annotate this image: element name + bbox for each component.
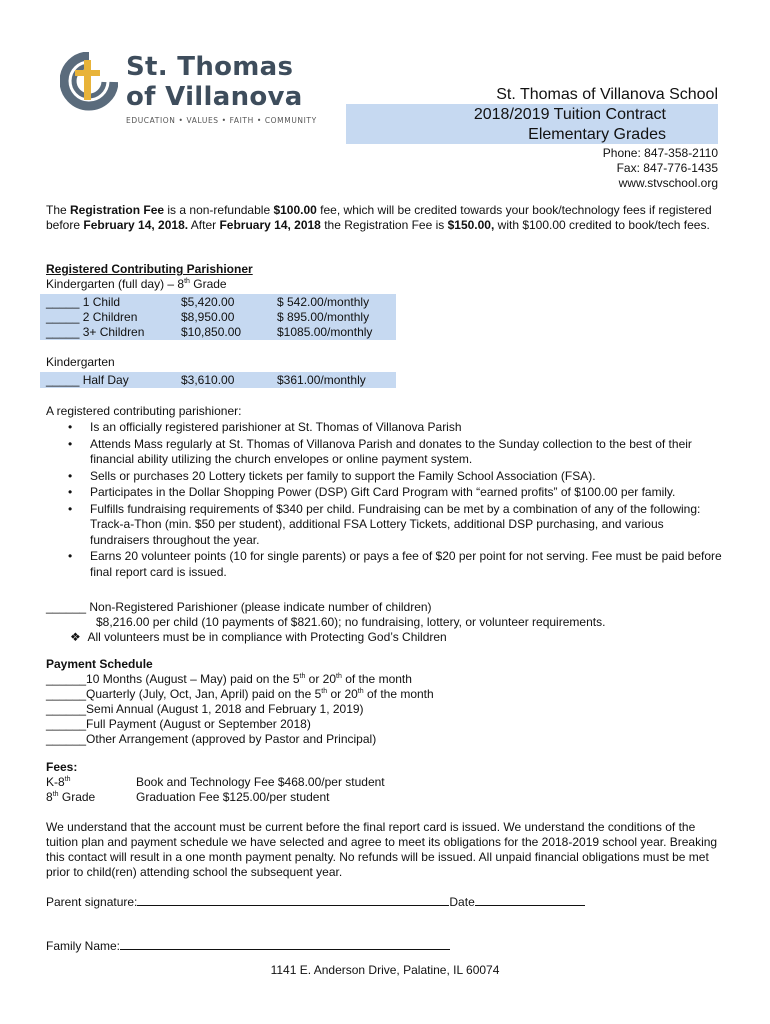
tuition-monthly: $361.00/monthly	[277, 373, 366, 387]
tuition-row-2[interactable]	[46, 310, 396, 325]
fee-k8: K-8th Book and Technology Fee $468.00/per student	[46, 775, 385, 789]
bullet-icon: •	[68, 436, 73, 451]
footer-address: 1141 E. Anderson Drive, Palatine, IL 60074	[270, 963, 500, 977]
bullet-icon: •	[68, 485, 73, 499]
bullet-icon: •	[68, 501, 73, 516]
requirement-item: • Earns 20 volunteer points (10 for single parents) or pays a fee of $20 per point for not serving. Fee must be paid before final report card is issued.	[68, 549, 722, 579]
tuition-annual: $8,950.00	[181, 310, 235, 324]
grades-title: Elementary Grades	[528, 126, 666, 143]
header-band	[346, 104, 718, 144]
cross-emblem-icon	[60, 52, 118, 112]
parent-signature-field[interactable]	[137, 894, 449, 906]
requirement-item: • Sells or purchases 20 Lottery tickets per family to support the Family School Association (FSA).	[68, 468, 596, 483]
family-name-field[interactable]	[120, 938, 450, 950]
website-text: www.stvschool.org	[618, 176, 718, 190]
bullet-icon: •	[68, 420, 73, 434]
tuition-row-3[interactable]	[46, 325, 396, 340]
tuition-label: _____ 1 Child	[46, 295, 121, 309]
fee-8th-grade: 8th Grade Graduation Fee $125.00/per student	[46, 790, 330, 804]
tuition-row-1[interactable]	[46, 295, 396, 310]
parishioner-subheading: Kindergarten (full day) – 8th Grade	[46, 277, 227, 291]
requirements-intro: A registered contributing parishioner:	[46, 404, 242, 418]
tuition-monthly: $1085.00/monthly	[277, 325, 373, 339]
logo-tagline: EDUCATION • VALUES • FAITH • COMMUNITY	[126, 116, 317, 125]
tuition-monthly: $ 895.00/monthly	[277, 310, 370, 324]
parishioner-heading: Registered Contributing Parishioner	[46, 262, 253, 276]
agreement-paragraph: We understand that the account must be current before the final report card is issued. We understand the conditions of the tuition plan and payment schedule we have selected and agree to meet its obligations for the 2018-2019 school year. Breaking this contact will result in a one month payment penalty. No refunds will be issued. All unpaid financial obligations must be met prior to child(ren) attending school the subsequent year.	[46, 820, 718, 879]
school-title: St. Thomas of Villanova School	[496, 86, 718, 103]
date-field[interactable]	[475, 894, 585, 906]
tuition-annual: $5,420.00	[181, 295, 235, 309]
logo-name-line1: St. Thomas	[126, 52, 294, 82]
non-registered-price: $8,216.00 per child (10 payments of $821.60); no fundraising, lottery, or volunteer requirements.	[96, 615, 606, 629]
family-name-row	[46, 938, 506, 953]
fees-heading: Fees:	[46, 760, 78, 774]
requirement-item: • Participates in the Dollar Shopping Power (DSP) Gift Card Program with “earned profits” of $100.00 per family.	[68, 485, 676, 499]
bullet-icon: •	[68, 549, 73, 563]
logo-name-line2: of Villanova	[126, 82, 303, 112]
registration-fee-paragraph: The Registration Fee is a non-refundable $100.00 fee, which will be credited towards your book/technology fees if registered before February 14, 2018. After February 14, 2018 the Registration Fee is $150.00, with $100.00 credited to book/tech fees.	[46, 203, 712, 232]
requirement-item: • Fulfills fundraising requirements of $340 per child. Fundraising can be met by a combination of any of the following: Track-a-Thon (min. $50 per student), additional FSA Lottery Tickets, additional DSP purchasing, and various fundraisers throughout the year.	[68, 501, 701, 547]
payment-option-quarterly[interactable]: ______Quarterly (July, Oct, Jan, April) paid on the 5th or 20th of the month	[46, 687, 434, 701]
tuition-label: _____ 3+ Children	[46, 325, 145, 339]
non-registered-option[interactable]: ______ Non-Registered Parishioner (please indicate number of children)	[46, 600, 432, 614]
date-label: Date	[449, 895, 475, 909]
parent-signature-label: Parent signature:	[46, 895, 138, 909]
payment-option-other[interactable]: ______Other Arrangement (approved by Pastor and Principal)	[46, 732, 377, 746]
kindergarten-heading: Kindergarten	[46, 355, 115, 369]
tuition-annual: $10,850.00	[181, 325, 242, 339]
requirement-item: • Attends Mass regularly at St. Thomas of Villanova Parish and donates to the Sunday collection to the best of their financial ability utilizing the church envelopes or online payment system.	[68, 436, 692, 466]
kindergarten-row[interactable]	[46, 373, 396, 388]
parent-signature-row	[46, 894, 606, 909]
school-logo	[60, 50, 317, 130]
family-name-label: Family Name:	[46, 939, 121, 953]
contract-title: 2018/2019 Tuition Contract	[473, 106, 666, 123]
volunteer-compliance-note: ❖ All volunteers must be in compliance with Protecting God’s Children	[70, 630, 447, 644]
website[interactable]	[619, 176, 718, 190]
payment-heading: Payment Schedule	[46, 657, 153, 671]
diamond-bullet-icon: ❖	[70, 630, 81, 644]
payment-option-full[interactable]: ______Full Payment (August or September 2018)	[46, 717, 311, 731]
fax: Fax: 847-776-1435	[616, 161, 718, 175]
tuition-label: _____ 2 Children	[46, 310, 138, 324]
bullet-icon: •	[68, 468, 73, 483]
tuition-label: _____ Half Day	[46, 373, 129, 387]
payment-option-semi-annual[interactable]: ______Semi Annual (August 1, 2018 and February 1, 2019)	[46, 702, 364, 716]
phone: Phone: 847-358-2110	[602, 146, 718, 160]
tuition-monthly: $ 542.00/monthly	[277, 295, 370, 309]
tuition-annual: $3,610.00	[181, 373, 235, 387]
payment-option-10-months[interactable]: ______10 Months (August – May) paid on the 5th or 20th of the month	[46, 672, 412, 686]
requirement-item: • Is an officially registered parishioner at St. Thomas of Villanova Parish	[68, 420, 462, 434]
requirements-list	[64, 420, 724, 581]
